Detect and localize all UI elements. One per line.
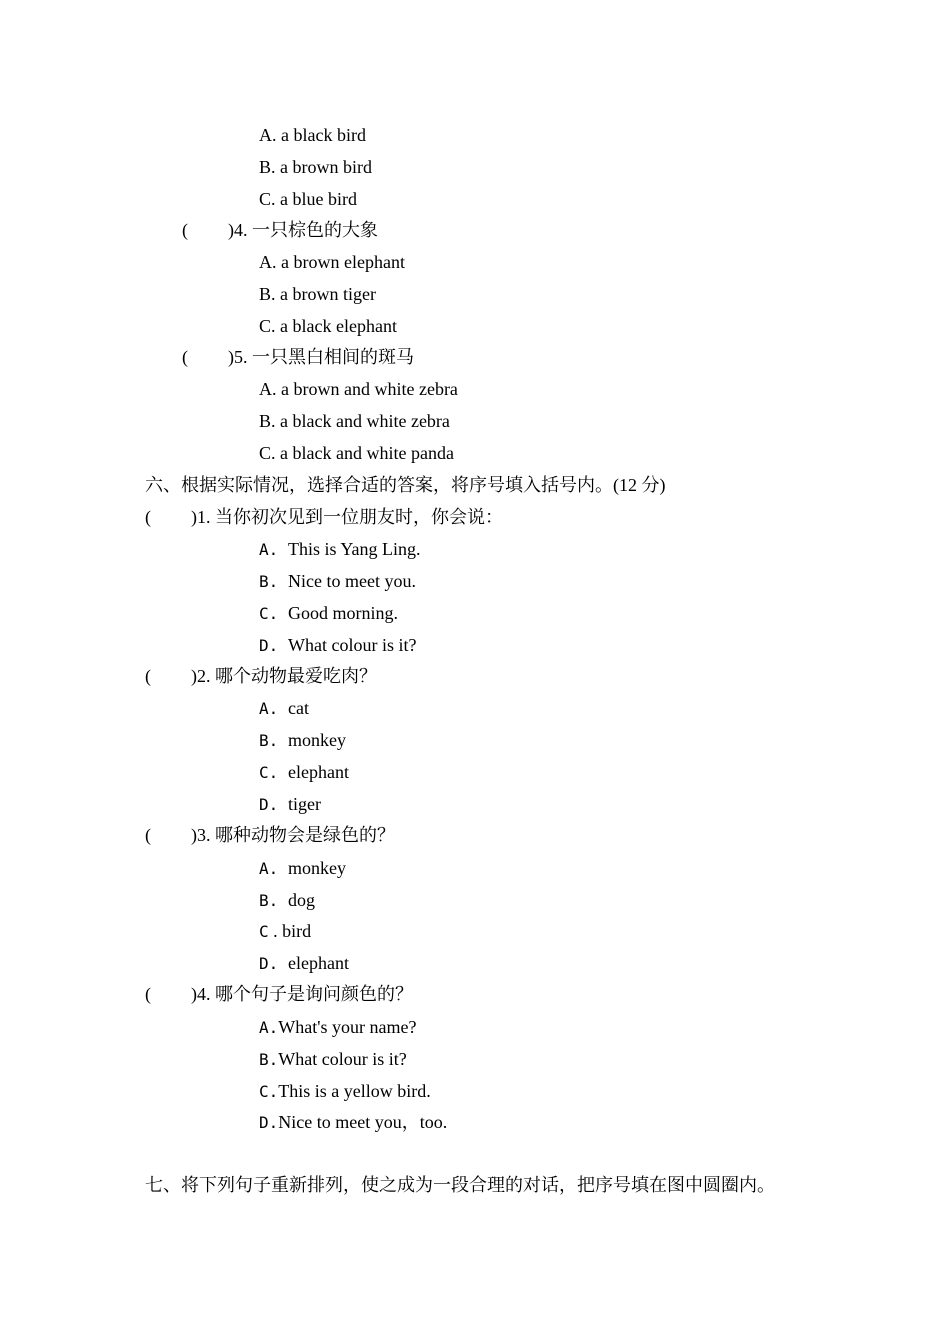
s6q1-option-a: A. This is Yang Ling. — [259, 539, 421, 559]
question-text: 哪个动物最爱吃肉？ — [215, 666, 377, 686]
q3-option-c: C. a blue bird — [259, 189, 357, 209]
sec5-question-5: ( )5. 一只黑白相间的斑马 — [182, 347, 414, 367]
sec5-question-4: ( )4. 一只棕色的大象 — [182, 220, 378, 240]
q4-option-c: C. a black elephant — [259, 316, 397, 336]
answer-paren[interactable]: ( — [182, 347, 188, 367]
q4-option-a: A. a brown elephant — [259, 252, 405, 272]
s6q3-option-c: C . bird — [259, 921, 312, 941]
s6q3-option-a: A. monkey — [259, 858, 346, 878]
answer-paren[interactable]: ( — [182, 220, 188, 240]
s6q2-option-c: C. elephant — [259, 762, 349, 782]
section-6-heading: 六、根据实际情况，选择合适的答案，将序号填入括号内。(12 分) — [145, 475, 666, 495]
s6q2-option-d: D. tiger — [259, 794, 321, 814]
s6q4-option-a: A.What's your name? — [259, 1017, 417, 1037]
question-text: 一只棕色的大象 — [252, 220, 378, 240]
q5-option-a: A. a brown and white zebra — [259, 379, 458, 399]
answer-paren[interactable]: ( — [145, 666, 151, 686]
s6q2-option-a: A. cat — [259, 698, 309, 718]
q5-option-c: C. a black and white panda — [259, 443, 454, 463]
s6q4-option-d: D.Nice to meet you，too. — [259, 1112, 448, 1132]
question-text: 哪个句子是询问颜色的？ — [215, 984, 413, 1004]
q3-option-a: A. a black bird — [259, 125, 366, 145]
sec6-question-1: ( )1. 当你初次见到一位朋友时，你会说： — [145, 507, 503, 527]
question-text: 一只黑白相间的斑马 — [252, 347, 414, 367]
q4-option-b: B. a brown tiger — [259, 284, 376, 304]
s6q2-option-b: B. monkey — [259, 730, 346, 750]
s6q3-option-d: D. elephant — [259, 953, 349, 973]
sec6-question-4: ( )4. 哪个句子是询问颜色的？ — [145, 984, 413, 1004]
s6q1-option-d: D. What colour is it? — [259, 635, 417, 655]
sec6-question-2: ( )2. 哪个动物最爱吃肉？ — [145, 666, 377, 686]
s6q1-option-c: C. Good morning. — [259, 603, 398, 623]
section-7-heading: 七、将下列句子重新排列，使之成为一段合理的对话，把序号填在图中圆圈内。 — [145, 1175, 775, 1195]
s6q4-option-c: C.This is a yellow bird. — [259, 1081, 431, 1101]
answer-paren[interactable]: ( — [145, 507, 151, 527]
q3-option-b: B. a brown bird — [259, 157, 372, 177]
answer-paren[interactable]: ( — [145, 825, 151, 845]
sec6-question-3: ( )3. 哪种动物会是绿色的？ — [145, 825, 395, 845]
q5-option-b: B. a black and white zebra — [259, 411, 450, 431]
question-text: 当你初次见到一位朋友时，你会说： — [215, 507, 503, 527]
s6q1-option-b: B. Nice to meet you. — [259, 571, 416, 591]
s6q3-option-b: B. dog — [259, 890, 315, 910]
question-text: 哪种动物会是绿色的？ — [215, 825, 395, 845]
s6q4-option-b: B.What colour is it? — [259, 1049, 407, 1069]
answer-paren[interactable]: ( — [145, 984, 151, 1004]
